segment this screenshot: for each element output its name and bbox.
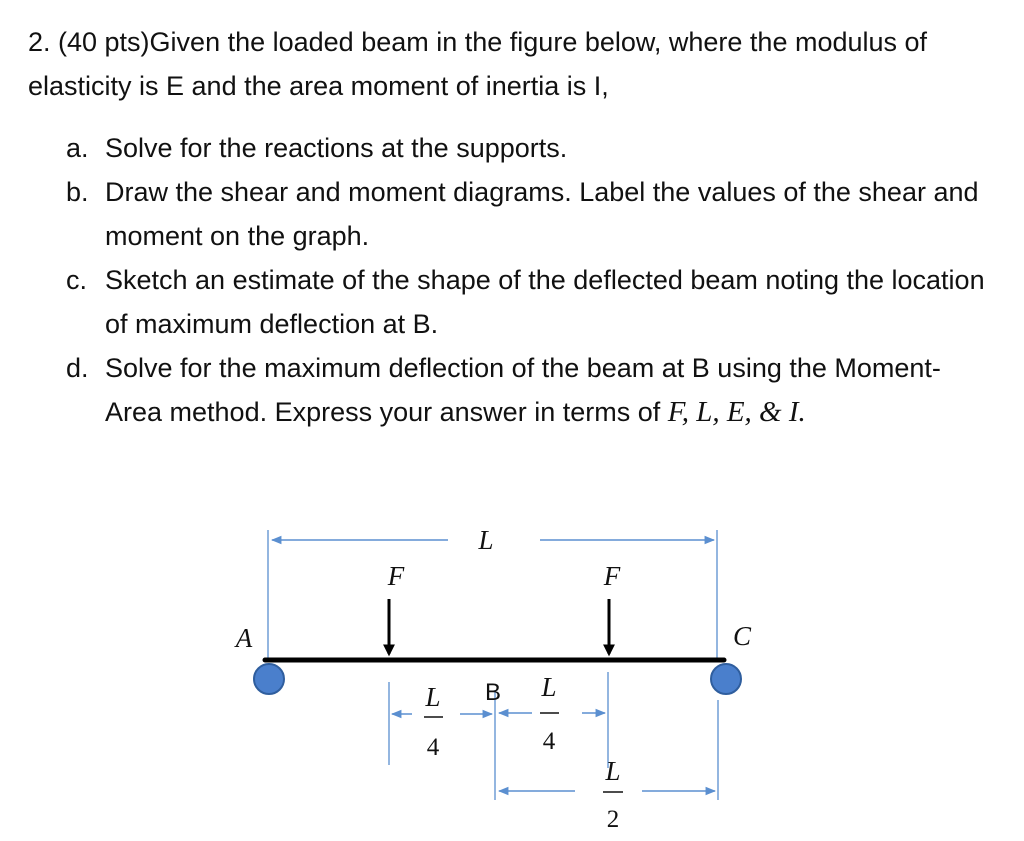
part-d: [28, 346, 988, 434]
span-dimension: [268, 525, 717, 658]
force-left: [387, 561, 405, 654]
problem-parts-list: [28, 126, 988, 434]
part-c-letter: c.: [66, 265, 88, 295]
quarter-right-numerator: L: [541, 672, 557, 702]
problem-statement: [28, 20, 988, 434]
half-denominator: 2: [606, 806, 620, 833]
problem-heading: 2. (40 pts)Given the loaded beam in the figure below, where the modulus of elasticity is E and the area moment of inertia is I,: [28, 27, 928, 101]
part-d-variables: F, L, E, & I.: [667, 396, 806, 428]
part-b-text: Draw the shear and moment diagrams. Label the values of the shear and moment on the graph.: [105, 177, 979, 251]
part-a-letter: a.: [66, 133, 89, 163]
force-left-label: F: [387, 561, 405, 591]
quarter-right-denominator: 4: [542, 728, 556, 755]
point-a-label: A: [235, 623, 253, 653]
quarter-left-numerator: L: [425, 682, 441, 712]
force-right: [603, 561, 621, 654]
part-a-text: Solve for the reactions at the supports.: [105, 133, 568, 163]
part-c-text: Sketch an estimate of the shape of the deflected beam noting the location of maximum deflection at B.: [105, 265, 985, 339]
part-d-letter: d.: [66, 353, 89, 383]
part-b-letter: b.: [66, 177, 89, 207]
dimension-half: [499, 756, 715, 833]
support-c: [711, 664, 741, 694]
part-d-text: Solve for the maximum deflection of the beam at B using the Moment-Area method. Express your answer in terms of: [105, 353, 941, 427]
quarter-left-denominator: 4: [426, 734, 440, 761]
part-a: [28, 126, 988, 170]
dimension-quarter-right: [499, 672, 605, 755]
half-numerator: L: [605, 756, 621, 786]
point-b-label: B: [484, 679, 502, 706]
span-label: L: [478, 525, 494, 555]
part-b: [28, 170, 988, 258]
support-a: [254, 664, 284, 694]
dimension-quarter-left: [392, 682, 492, 761]
point-c-label: C: [732, 621, 752, 651]
part-c: [28, 258, 988, 346]
force-right-label: F: [603, 561, 621, 591]
